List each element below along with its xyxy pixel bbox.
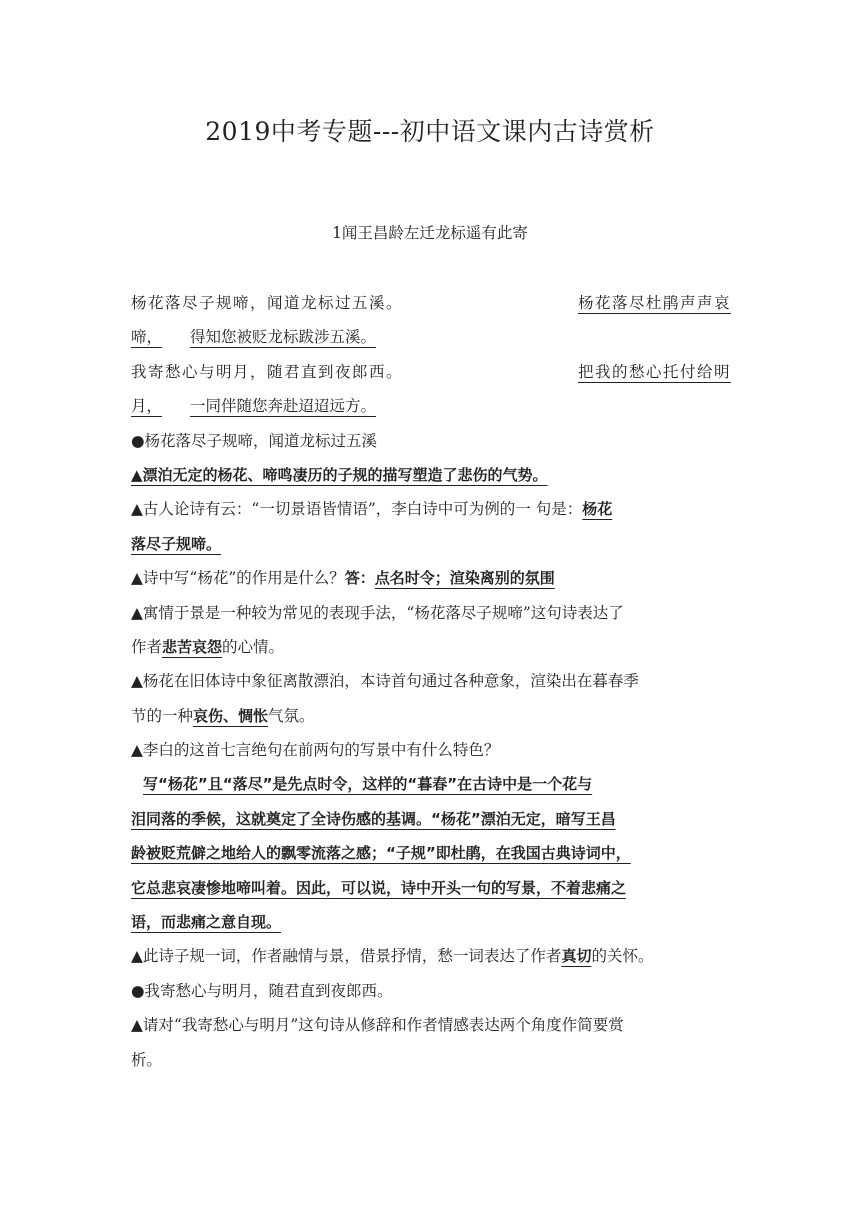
answer-paragraph-line: 龄被贬荒僻之地给人的飘零流落之感；“子规”即杜鹃，在我国古典诗词中，	[131, 844, 631, 863]
question-text: 作者	[131, 637, 163, 656]
document-body	[131, 286, 731, 1077]
answer-text: 真切	[561, 947, 592, 966]
question-line: ▲杨花在旧体诗中象征离散漂泊，本诗首句通过各种意象，渲染出在暮春季	[131, 672, 639, 691]
question-line	[131, 699, 731, 733]
question-text: 节的一种	[131, 706, 194, 725]
answer-paragraph-line: 语，而悲痛之意自现。	[131, 913, 282, 932]
question-line	[131, 527, 731, 561]
question-text: 的心情。	[222, 637, 285, 656]
poem-title: 1闻王昌龄左迁龙标遥有此寄	[332, 224, 528, 242]
verse-line-1	[131, 286, 731, 320]
question-line	[131, 492, 731, 526]
verse-translation-cont	[131, 320, 731, 354]
question-heading: ●我寄愁心与明月，随君直到夜郎西。	[131, 981, 393, 1000]
question-text: ▲此诗子规一词，作者融情与景，借景抒情，愁一词表达了作者	[131, 947, 562, 966]
translation-text: 一同伴随您奔赴迢迢远方。	[190, 397, 377, 416]
verse-text: 我寄愁心与明月，随君直到夜郎西。	[131, 362, 404, 381]
translation-text: 得知您被贬龙标跋涉五溪。	[190, 328, 377, 347]
verse-line-2	[131, 355, 731, 389]
answer-paragraph-line: 写“杨花”且“落尽”是先点时令，这样的“暮春”在古诗中是一个花与	[143, 775, 593, 794]
question-line	[131, 561, 731, 595]
translation-prefix: 啼，	[131, 328, 163, 347]
question-line: 析。	[131, 1050, 163, 1069]
answer-text: 悲苦哀怨	[162, 637, 223, 656]
answer-paragraph-line: 它总悲哀凄惨地啼叫着。因此，可以说，诗中开头一句的写景，不着悲痛之	[131, 878, 627, 897]
verse-translation: 杨花落尽杜鹃声声哀	[577, 294, 731, 312]
translation-prefix: 月，	[131, 397, 163, 416]
document-title: 2019中考专题---初中语文课内古诗赏析	[205, 117, 655, 146]
answer-paragraph-line: 泪同落的季候，这就奠定了全诗伤感的基调。“杨花”漂泊无定，暗写王昌	[131, 809, 616, 828]
question-line	[131, 939, 731, 973]
answer-text: 杨花	[582, 500, 613, 519]
answer-text: 点名时令；渲染离别的氛围	[374, 569, 555, 588]
question-line	[131, 630, 731, 664]
question-line: ▲请对“我寄愁心与明月”这句诗从修辞和作者情感表达两个角度作简要赏	[131, 1016, 624, 1035]
verse-text: 杨花落尽子规啼，闻道龙标过五溪。	[131, 294, 404, 312]
answer-text: 哀伤、惆怅	[193, 706, 269, 725]
answer-text: 落尽子规啼。	[131, 534, 222, 553]
question-text: ▲古人论诗有云：“一切景语皆情语”，李白诗中可为例的一 句是：	[131, 500, 583, 519]
question-line: ▲李白的这首七言绝句在前两句的写景中有什么特色？	[131, 741, 500, 760]
verse-translation: 把我的愁心托付给明	[577, 362, 731, 381]
answer-label: 答：	[344, 569, 375, 588]
question-line: ▲寓情于景是一种较为常见的表现手法，“杨花落尽子规啼”这句诗表达了	[131, 603, 624, 622]
verse-translation-cont	[131, 389, 731, 423]
question-text: ▲诗中写“杨花”的作用是什么？	[131, 569, 345, 588]
question-text: 的关怀。	[591, 947, 654, 966]
answer-line: ▲漂泊无定的杨花、啼鸣凄历的子规的描写塑造了悲伤的气势。	[131, 465, 548, 484]
question-text: 气氛。	[268, 706, 315, 725]
question-heading: ●杨花落尽子规啼，闻道龙标过五溪	[131, 431, 378, 450]
